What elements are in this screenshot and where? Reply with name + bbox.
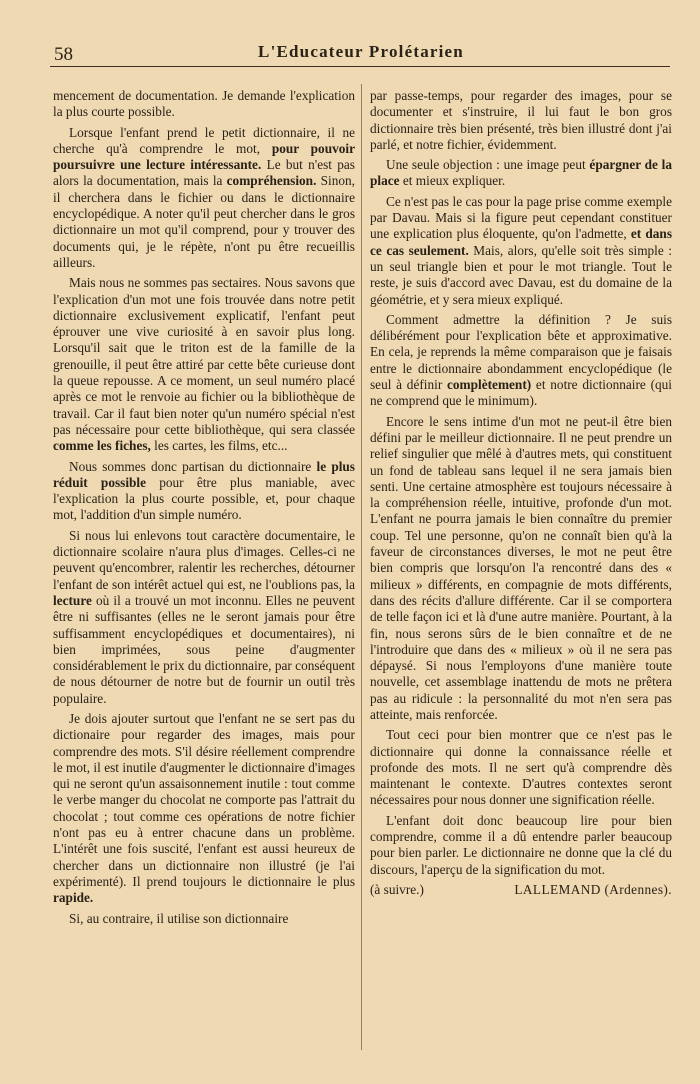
text-run: par passe-temps, pour regarder des images, pour se documenter et s'instruire, il lui faut le bon gros dictionnaire très bien présenté, très bien illustré dont j'ai parlé, et notre fichier, évidemment. — [370, 88, 672, 152]
page-header — [50, 40, 672, 68]
right-paragraph — [370, 88, 672, 153]
bold-emphasis: complètement) — [447, 377, 532, 393]
left-paragraph — [53, 711, 355, 907]
text-run: les cartes, les films, etc... — [150, 438, 288, 454]
text-run: Comment admettre la définition ? Je suis délibérément pour l'explication bête et approximative. En cela, je reprends la même comparaison que je faisais entre le dictionnaire abondamment encyclopédique (le seul à définir — [370, 311, 672, 393]
bold-emphasis: et dans ce cas seulement. — [370, 226, 672, 258]
text-run: Si nous lui enlevons tout caractère documentaire, le dictionnaire scolaire n'aura plus d'images. Celles-ci ne peuvent qu'encombrer, ralentir les recherches, détourner l'enfant de son intérêt actuel qui est, ne l'oublions pas, la — [53, 527, 355, 592]
left-paragraph — [53, 911, 355, 927]
text-run: et notre dictionnaire (qui ne comprend que le minimum). — [370, 377, 672, 409]
text-run: Lorsque l'enfant prend le petit dictionnaire, il ne cherche qu'à comprendre le mot, — [53, 124, 355, 156]
signature-line — [370, 882, 672, 898]
right-paragraph — [370, 312, 672, 410]
bold-emphasis: épargner de la place — [370, 157, 672, 189]
right-column-body — [370, 88, 672, 878]
left-paragraph — [53, 125, 355, 272]
author-signature: LALLEMAND (Ardennes). — [514, 881, 672, 897]
bold-emphasis: lecture — [53, 592, 92, 608]
text-run: mencement de documentation. Je demande l'explication la plus courte possible. — [53, 88, 355, 120]
text-run: Tout ceci pour bien montrer que ce n'est pas le dictionnaire qui donne la connaissance réelle et profonde des mots. Il ne sert qu'à comprendre dès maintenant le contexte. D'autres contextes seront nécessaires pour nous donner une signification réelle. — [370, 727, 672, 808]
page-number: 58 — [54, 44, 73, 65]
left-paragraph — [53, 275, 355, 454]
right-paragraph — [370, 194, 672, 308]
text-run: Sinon, il cherchera dans le fichier ou dans le dictionnaire encyclopédique. A noter qu'il peut chercher dans le gros dictionnaire un mot qu'il comprend, pour y trouver des documents qui, je le répète, n'ont pu être recueillis ailleurs. — [53, 173, 355, 270]
right-paragraph — [370, 813, 672, 878]
text-run: Le but n'est pas alors la documentation, mais la — [53, 157, 355, 189]
right-column — [370, 88, 672, 1048]
bold-emphasis: pour pouvoir poursuivre une lecture intéressante. — [53, 140, 355, 173]
text-run: Si, au contraire, il utilise son dictionnaire — [69, 910, 289, 926]
text-run: Nous sommes donc partisan du dictionnaire — [69, 458, 317, 474]
left-paragraph — [53, 88, 355, 121]
text-run: pour être plus maniable, avec l'explication la plus courte possible, et, pour chaque mot, l'addition d'un simple numéro. — [53, 474, 355, 523]
text-run: Mais, alors, qu'elle soit très simple : un seul triangle bien et pour le mot triangle. Tout le reste, je suis d'accord avec Davau, est du domaine de la géométrie, et y sera mieux expliqué. — [370, 242, 672, 307]
text-run: Ce n'est pas le cas pour la page prise comme exemple par Davau. Mais si la figure peut cependant constituer une explication plus éloquente, qu'on l'admette, — [370, 193, 672, 242]
bold-emphasis: comme les fiches, — [53, 438, 151, 454]
bold-emphasis: rapide. — [53, 890, 94, 906]
left-paragraph — [53, 528, 355, 707]
text-run: Mais nous ne sommes pas sectaires. Nous savons que l'explication d'un mot une fois trouvée dans notre petit dictionnaire exclusivement explicatif, l'enfant peut éprouver une vive curiosité à en savoir plus long. Lorsqu'il sait que le triton est de la famille de la grenouille, il peut être attiré par cette bête curieuse dont la queue repousse. A ce moment, un seul numéro placé après ce mot le renvoie au fichier ou la bibliothèque de travail. Car il faut bien noter qu'un numéro spécial n'est pas nécessaire pour cette bibliothèque, qui sera classée — [53, 275, 355, 437]
right-paragraph — [370, 157, 672, 190]
bold-emphasis: compréhension. — [226, 173, 317, 189]
text-run: où il a trouvé un mot inconnu. Elles ne peuvent être ni suffisantes (elles ne le seront jamais pour être suffisamment encyclopédiques et documentaires), ni bien imprimées, sous peine d'augmenter considérablement le prix du dictionnaire, par conséquent de nous détourner de notre but de fournir un outil très populaire. — [53, 592, 355, 706]
text-run: Une seule objection : une image peut — [386, 157, 590, 173]
right-paragraph — [370, 727, 672, 808]
column-divider — [361, 84, 362, 1050]
text-run: Encore le sens intime d'un mot ne peut-il être bien défini par le meilleur dictionnaire. Il ne peut prendre un relief singulier que mêlé à d'autres mets, qui constituent un fond de tableau sans lequel il ne sera jamais bien senti. Une certaine atmosphère est toujours nécessaire à la compréhension réelle, intuitive, profonde d'un mot. L'enfant ne pourra jamais le bien connaître du premier coup. Tel une personne, qu'on ne connaît bien qu'à la faveur de circonstances diverses, le mot ne peut être bien compris que lorsqu'on l'a rencontré dans des « milieux » différents, en compagnie de mots différents, dans des récits d'allure différente. Car il se comportera de telle façon ici et là d'une autre manière. Pourtant, à la fin, nous serons sûrs de le bien connaître et de ne l'introduire que dans des « milieux » où il ne sera pas dépaysé. Si nous l'employons d'une manière toute nouvelle, cet assemblage inattendu de mots ne prêtera pas au ridicule : la personnalité du mot n'en sera pas atteinte, mais renforcée. — [370, 413, 672, 722]
to-be-continued-note: (à suivre.) — [370, 881, 424, 897]
text-run: et mieux expliquer. — [399, 173, 506, 189]
text-run: Je dois ajouter surtout que l'enfant ne se sert pas du dictionaire pour regarder des images, mais pour comprendre des mots. S'il désire réellement comprendre le mot, il est inutile d'augmenter le dictionnaire d'images qui ne seront qu'un assaisonnement inutile : tout comme le verbe manger du chocolat ne comporte pas l'attrait du chocolat ; tout comme ces opérations de notre fichier n'ont pas eu à entrer chacune dans un problème. L'intérêt une fois suscité, l'enfant est aussi heureux de chercher dans un dictionnaire non illustré (je l'ai expérimenté). Il prend toujours le dictionnaire le plus — [53, 710, 355, 889]
left-column — [53, 88, 355, 1048]
text-run: L'enfant doit donc beaucoup lire pour bien comprendre, comme il a dû entendre parler beaucoup pour bien parler. Le dictionnaire ne donne que la clé du discours, l'aperçu de la signification du mot. — [370, 812, 672, 877]
header-rule — [50, 66, 670, 67]
bold-emphasis: le plus réduit possible — [53, 458, 355, 490]
right-paragraph — [370, 414, 672, 724]
left-paragraph — [53, 459, 355, 524]
running-title: L'Educateur Prolétarien — [258, 42, 464, 61]
